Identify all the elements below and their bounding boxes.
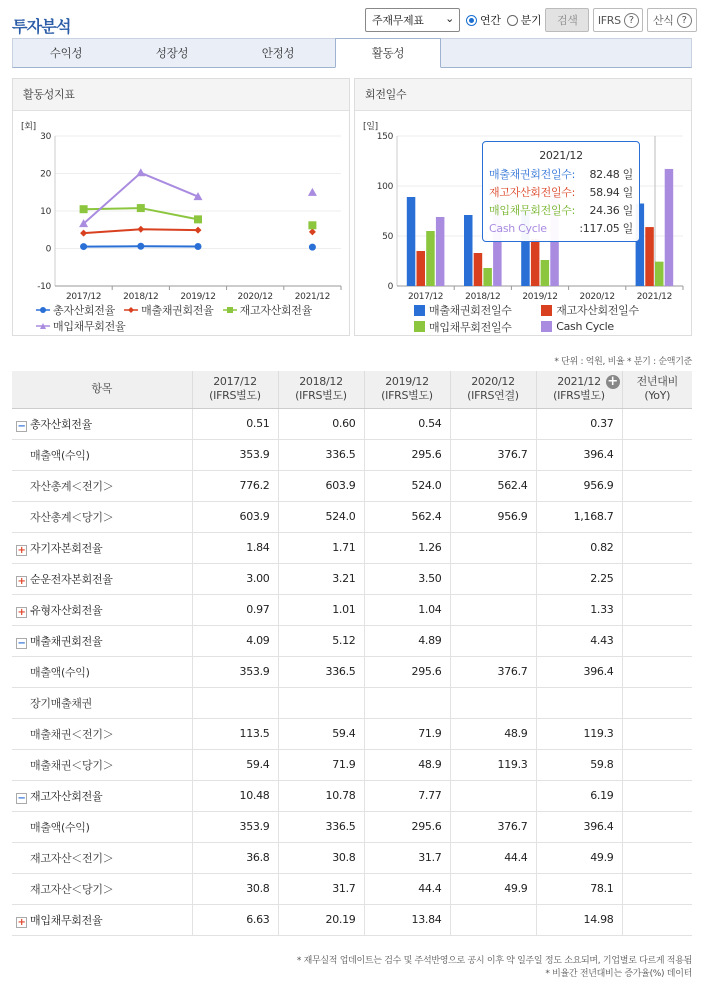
value-cell: 376.7 bbox=[450, 811, 536, 842]
value-cell: 44.4 bbox=[364, 873, 450, 904]
value-cell: 5.12 bbox=[278, 625, 364, 656]
row-label: 총자산회전율 bbox=[30, 417, 92, 431]
tooltip-value: :117.05 일 bbox=[579, 222, 633, 235]
value-cell bbox=[450, 532, 536, 563]
statement-select-value: 주재무제표 bbox=[372, 14, 424, 27]
legend-item[interactable] bbox=[223, 302, 312, 318]
legend-square-icon bbox=[541, 305, 552, 316]
value-cell: 353.9 bbox=[192, 439, 278, 470]
x-tick-label: 2021/12 bbox=[294, 292, 331, 302]
table-row bbox=[12, 873, 692, 904]
table-row bbox=[12, 811, 692, 842]
value-cell: 336.5 bbox=[278, 656, 364, 687]
value-cell: 396.4 bbox=[536, 656, 622, 687]
expand-icon[interactable]: + bbox=[17, 544, 26, 556]
y-axis-unit: [일] bbox=[363, 122, 378, 132]
value-cell: 31.7 bbox=[364, 842, 450, 873]
legend-item[interactable] bbox=[541, 302, 639, 318]
value-cell: 295.6 bbox=[364, 811, 450, 842]
legend-label: 매입채무회전율 bbox=[53, 320, 126, 333]
top-controls bbox=[365, 8, 697, 32]
value-cell: 3.00 bbox=[192, 563, 278, 594]
circle-marker bbox=[195, 243, 202, 250]
bar bbox=[474, 253, 483, 286]
value-cell bbox=[450, 594, 536, 625]
value-cell: 1,168.7 bbox=[536, 501, 622, 532]
y-tick-label: 0 bbox=[387, 282, 393, 292]
value-cell bbox=[622, 594, 692, 625]
y-tick-label: 100 bbox=[376, 182, 393, 192]
header-line: 2019/12 bbox=[385, 375, 429, 389]
legend-label: Cash Cycle bbox=[556, 320, 614, 333]
x-tick-label: 2019/12 bbox=[522, 292, 558, 302]
tooltip-value: 24.36 일 bbox=[589, 204, 633, 217]
value-cell: 396.4 bbox=[536, 439, 622, 470]
value-cell bbox=[450, 563, 536, 594]
tooltip-row bbox=[489, 220, 633, 238]
row-label: 순운전자본회전율 bbox=[30, 572, 113, 586]
row-label: 매출액(수익) bbox=[30, 665, 90, 679]
legend-item[interactable] bbox=[36, 302, 115, 318]
x-tick-label: 2019/12 bbox=[180, 292, 216, 302]
value-cell: 7.77 bbox=[364, 780, 450, 811]
value-cell: 0.51 bbox=[192, 408, 278, 439]
value-cell: 776.2 bbox=[192, 470, 278, 501]
value-cell bbox=[622, 439, 692, 470]
footer-note: * 비율간 전년대비는 증가율(%) 데이터 bbox=[545, 969, 692, 979]
value-cell: 49.9 bbox=[536, 842, 622, 873]
radio-unchecked-icon bbox=[507, 15, 518, 26]
value-cell: 0.60 bbox=[278, 408, 364, 439]
statement-select[interactable] bbox=[365, 8, 460, 32]
value-cell: 353.9 bbox=[192, 656, 278, 687]
bar-legend bbox=[414, 302, 684, 335]
row-label-cell bbox=[12, 811, 192, 842]
value-cell: 1.33 bbox=[536, 594, 622, 625]
header-line: 항목 bbox=[91, 382, 113, 396]
row-label-cell bbox=[12, 687, 192, 718]
table-row bbox=[12, 749, 692, 780]
header-line: (IFRS별도) bbox=[295, 389, 347, 403]
value-cell: 956.9 bbox=[450, 501, 536, 532]
row-label: 매출액(수익) bbox=[30, 448, 90, 462]
row-label-cell bbox=[12, 408, 192, 439]
x-tick-label: 2020/12 bbox=[237, 292, 273, 302]
row-label: 자산총계＜당기＞ bbox=[30, 510, 114, 524]
legend-label: 매출채권회전일수 bbox=[429, 304, 512, 317]
value-cell: 0.54 bbox=[364, 408, 450, 439]
column-header bbox=[536, 371, 622, 408]
value-cell: 113.5 bbox=[192, 718, 278, 749]
value-cell: 562.4 bbox=[450, 470, 536, 501]
unit-note: * 단위 : 억원, 비율 * 분기 : 순액기준 bbox=[554, 357, 692, 367]
diamond-marker bbox=[80, 230, 87, 237]
footer-note: * 재무실적 업데이트는 검수 및 주석반영으로 공시 이후 약 일주일 정도 소요되며, 기업별로 다르게 적용됨 bbox=[296, 956, 692, 966]
table-row bbox=[12, 501, 692, 532]
value-cell: 336.5 bbox=[278, 439, 364, 470]
radio-annual-label: 연간 bbox=[480, 14, 501, 27]
value-cell: 71.9 bbox=[278, 749, 364, 780]
diamond-marker bbox=[195, 227, 202, 234]
value-cell bbox=[450, 408, 536, 439]
line-legend bbox=[36, 302, 346, 334]
value-cell: 10.48 bbox=[192, 780, 278, 811]
value-cell: 0.37 bbox=[536, 408, 622, 439]
row-label: 재고자산＜전기＞ bbox=[30, 851, 114, 865]
header-line: (IFRS별도) bbox=[381, 389, 433, 403]
value-cell: 353.9 bbox=[192, 811, 278, 842]
column-header bbox=[192, 371, 278, 408]
value-cell bbox=[622, 873, 692, 904]
row-label-cell bbox=[12, 470, 192, 501]
header-line: (YoY) bbox=[644, 389, 671, 403]
x-tick-label: 2017/12 bbox=[407, 292, 444, 302]
square-marker bbox=[137, 204, 145, 212]
panel-title: 활동성지표 bbox=[13, 79, 349, 111]
table-row bbox=[12, 625, 692, 656]
value-cell: 396.4 bbox=[536, 811, 622, 842]
circle-marker bbox=[80, 243, 87, 250]
ifrs-label: IFRS bbox=[597, 13, 621, 27]
activity-table bbox=[12, 371, 692, 936]
diamond-marker bbox=[309, 228, 316, 235]
header-line: 2018/12 bbox=[299, 375, 343, 389]
row-label-cell bbox=[12, 873, 192, 904]
value-cell: 31.7 bbox=[278, 873, 364, 904]
legend-item[interactable] bbox=[414, 302, 532, 318]
header-line: (IFRS별도) bbox=[209, 389, 261, 403]
value-cell bbox=[450, 780, 536, 811]
legend-square-icon bbox=[223, 306, 237, 314]
value-cell: 1.04 bbox=[364, 594, 450, 625]
value-cell: 376.7 bbox=[450, 656, 536, 687]
value-cell: 1.71 bbox=[278, 532, 364, 563]
value-cell: 1.26 bbox=[364, 532, 450, 563]
value-cell: 119.3 bbox=[450, 749, 536, 780]
value-cell: 30.8 bbox=[192, 873, 278, 904]
collapse-icon[interactable]: − bbox=[17, 792, 26, 804]
y-tick-label: -10 bbox=[37, 282, 51, 292]
y-tick-label: 150 bbox=[376, 132, 393, 142]
value-cell bbox=[622, 656, 692, 687]
tab-activity[interactable]: 활동성 bbox=[335, 38, 441, 68]
y-tick-label: 30 bbox=[40, 132, 51, 142]
value-cell: 376.7 bbox=[450, 439, 536, 470]
table-row bbox=[12, 408, 692, 439]
value-cell bbox=[622, 501, 692, 532]
table-row bbox=[12, 718, 692, 749]
value-cell bbox=[622, 749, 692, 780]
value-cell: 524.0 bbox=[364, 470, 450, 501]
help-icon: ? bbox=[624, 13, 639, 28]
bar bbox=[483, 268, 492, 286]
tooltip-label: 매입채무회전일수: bbox=[489, 204, 576, 217]
ifrs-help-button[interactable] bbox=[593, 8, 643, 32]
legend-square-icon bbox=[414, 305, 425, 316]
value-cell bbox=[450, 687, 536, 718]
x-tick-label: 2018/12 bbox=[123, 292, 159, 302]
value-cell: 59.8 bbox=[536, 749, 622, 780]
value-cell: 78.1 bbox=[536, 873, 622, 904]
value-cell: 71.9 bbox=[364, 718, 450, 749]
circle-marker bbox=[309, 244, 316, 251]
activity-line-chart bbox=[13, 112, 349, 307]
header-line: 전년대비 bbox=[636, 375, 678, 389]
row-label: 자기자본회전율 bbox=[30, 541, 103, 555]
value-cell: 603.9 bbox=[278, 470, 364, 501]
bar bbox=[665, 169, 674, 286]
legend-item[interactable] bbox=[414, 319, 532, 335]
expand-columns-icon[interactable]: + bbox=[607, 374, 618, 389]
value-cell: 3.50 bbox=[364, 563, 450, 594]
value-cell bbox=[622, 687, 692, 718]
tooltip-label: 재고자산회전일수: bbox=[489, 186, 576, 199]
row-label: 매출채권＜당기＞ bbox=[30, 758, 114, 772]
column-header bbox=[278, 371, 364, 408]
table-row bbox=[12, 532, 692, 563]
legend-item[interactable] bbox=[36, 318, 125, 334]
table-row bbox=[12, 470, 692, 501]
value-cell: 562.4 bbox=[364, 501, 450, 532]
value-cell: 48.9 bbox=[364, 749, 450, 780]
row-label-cell bbox=[12, 718, 192, 749]
header-line: (IFRS연결) bbox=[467, 389, 519, 403]
value-cell: 3.21 bbox=[278, 563, 364, 594]
bar bbox=[407, 197, 416, 286]
table-row bbox=[12, 780, 692, 811]
row-label: 장기매출채권 bbox=[30, 696, 92, 710]
value-cell bbox=[622, 563, 692, 594]
value-cell: 956.9 bbox=[536, 470, 622, 501]
tooltip-label: 매출채권회전일수: bbox=[489, 168, 576, 181]
y-tick-label: 0 bbox=[45, 244, 51, 255]
legend-label: 재고자산회전일수 bbox=[556, 304, 639, 317]
value-cell: 336.5 bbox=[278, 811, 364, 842]
value-cell bbox=[192, 687, 278, 718]
header-line: 2017/12 bbox=[213, 375, 257, 389]
page-title: 투자분석 bbox=[12, 17, 71, 36]
table-row bbox=[12, 687, 692, 718]
column-header bbox=[364, 371, 450, 408]
expand-icon[interactable]: + bbox=[17, 575, 26, 587]
row-label-cell bbox=[12, 594, 192, 625]
legend-square-icon bbox=[414, 321, 425, 332]
triangle-marker bbox=[308, 188, 317, 196]
bar bbox=[464, 215, 473, 286]
value-cell: 295.6 bbox=[364, 439, 450, 470]
value-cell bbox=[622, 718, 692, 749]
legend-label: 매출채권회전율 bbox=[141, 304, 214, 317]
value-cell bbox=[278, 687, 364, 718]
collapse-icon[interactable]: − bbox=[17, 420, 26, 432]
row-label: 매출액(수익) bbox=[30, 820, 90, 834]
search-button[interactable]: 검색 bbox=[545, 8, 589, 32]
value-cell bbox=[622, 780, 692, 811]
radio-quarter[interactable] bbox=[507, 12, 542, 28]
row-label: 매입채무회전율 bbox=[30, 913, 103, 927]
square-marker bbox=[80, 205, 88, 213]
row-label: 재고자산회전율 bbox=[30, 789, 103, 803]
chart-tooltip bbox=[482, 141, 640, 242]
value-cell: 2.25 bbox=[536, 563, 622, 594]
row-label-cell bbox=[12, 532, 192, 563]
value-cell: 1.01 bbox=[278, 594, 364, 625]
value-cell bbox=[536, 687, 622, 718]
circle-marker bbox=[137, 243, 144, 250]
row-label-cell bbox=[12, 749, 192, 780]
row-label-cell bbox=[12, 625, 192, 656]
x-tick-label: 2021/12 bbox=[636, 292, 673, 302]
bar bbox=[436, 217, 445, 286]
value-cell bbox=[622, 842, 692, 873]
value-cell: 119.3 bbox=[536, 718, 622, 749]
formula-label: 산식 bbox=[652, 14, 674, 27]
legend-diamond-icon bbox=[124, 306, 138, 314]
value-cell: 48.9 bbox=[450, 718, 536, 749]
row-label-cell bbox=[12, 501, 192, 532]
value-cell: 44.4 bbox=[450, 842, 536, 873]
value-cell bbox=[450, 904, 536, 935]
header-line: 2021/12 bbox=[557, 375, 601, 389]
value-cell: 13.84 bbox=[364, 904, 450, 935]
value-cell bbox=[622, 811, 692, 842]
value-cell bbox=[622, 625, 692, 656]
value-cell: 6.19 bbox=[536, 780, 622, 811]
expand-icon[interactable]: + bbox=[17, 606, 26, 618]
tooltip-value: 58.94 일 bbox=[589, 186, 633, 199]
value-cell bbox=[450, 625, 536, 656]
row-label: 매출채권회전율 bbox=[30, 634, 103, 648]
tooltip-title: 2021/12 bbox=[539, 149, 583, 162]
bar bbox=[531, 239, 540, 286]
value-cell: 14.98 bbox=[536, 904, 622, 935]
tab-growth[interactable]: 성장성 bbox=[155, 46, 189, 60]
column-header bbox=[12, 371, 192, 408]
value-cell: 603.9 bbox=[192, 501, 278, 532]
panel-title: 회전일수 bbox=[355, 79, 691, 111]
y-tick-label: 10 bbox=[40, 207, 51, 217]
bar bbox=[426, 231, 435, 286]
bar bbox=[645, 227, 654, 286]
row-label: 유형자산회전율 bbox=[30, 603, 103, 617]
row-label-cell bbox=[12, 439, 192, 470]
y-tick-label: 20 bbox=[40, 169, 51, 180]
footer-notes bbox=[297, 955, 692, 981]
bar bbox=[417, 251, 426, 286]
tooltip-label: Cash Cycle bbox=[489, 222, 547, 235]
value-cell: 1.84 bbox=[192, 532, 278, 563]
x-tick-label: 2018/12 bbox=[465, 292, 501, 302]
value-cell bbox=[622, 532, 692, 563]
radio-quarter-label: 분기 bbox=[520, 14, 542, 27]
row-label-cell bbox=[12, 563, 192, 594]
value-cell: 59.4 bbox=[192, 749, 278, 780]
value-cell: 36.8 bbox=[192, 842, 278, 873]
value-cell: 49.9 bbox=[450, 873, 536, 904]
legend-circle-icon bbox=[36, 306, 50, 314]
radio-annual[interactable] bbox=[466, 12, 501, 28]
tab-bar bbox=[12, 38, 692, 68]
row-label-cell bbox=[12, 904, 192, 935]
row-label: 재고자산＜당기＞ bbox=[30, 882, 114, 896]
collapse-icon[interactable]: − bbox=[17, 637, 26, 649]
value-cell: 524.0 bbox=[278, 501, 364, 532]
legend-triangle-icon bbox=[36, 322, 50, 330]
value-cell: 4.09 bbox=[192, 625, 278, 656]
diamond-marker bbox=[137, 226, 144, 233]
x-tick-label: 2020/12 bbox=[579, 292, 615, 302]
chevron-down-icon: ⌄ bbox=[445, 12, 454, 25]
value-cell bbox=[622, 408, 692, 439]
header-line: 2020/12 bbox=[471, 375, 515, 389]
radio-checked-icon bbox=[466, 15, 477, 26]
tooltip-row bbox=[489, 166, 633, 184]
row-label-cell bbox=[12, 780, 192, 811]
table-row bbox=[12, 563, 692, 594]
expand-icon[interactable]: + bbox=[17, 916, 26, 928]
value-cell: 20.19 bbox=[278, 904, 364, 935]
value-cell: 30.8 bbox=[278, 842, 364, 873]
tooltip-value: 82.48 일 bbox=[589, 168, 633, 181]
tooltip-row bbox=[489, 202, 633, 220]
table-row bbox=[12, 439, 692, 470]
value-cell: 6.63 bbox=[192, 904, 278, 935]
column-header bbox=[622, 371, 692, 408]
row-label: 자산총계＜전기＞ bbox=[30, 479, 114, 493]
y-tick-label: 50 bbox=[382, 232, 393, 242]
table-row bbox=[12, 594, 692, 625]
help-icon: ? bbox=[677, 13, 692, 28]
y-axis-unit: [회] bbox=[21, 122, 36, 132]
legend-label: 재고자산회전율 bbox=[239, 304, 312, 317]
value-cell: 295.6 bbox=[364, 656, 450, 687]
formula-help-button[interactable] bbox=[647, 8, 697, 32]
row-label-cell bbox=[12, 656, 192, 687]
triangle-marker bbox=[136, 168, 145, 176]
value-cell: 4.43 bbox=[536, 625, 622, 656]
tooltip-row bbox=[489, 184, 633, 202]
column-header bbox=[450, 371, 536, 408]
table-row bbox=[12, 842, 692, 873]
value-cell: 0.97 bbox=[192, 594, 278, 625]
legend-label: 매입채무회전일수 bbox=[429, 320, 512, 334]
square-marker bbox=[194, 215, 202, 223]
legend-label: 총자산회전율 bbox=[53, 304, 115, 317]
tab-profitability[interactable]: 수익성 bbox=[49, 46, 83, 60]
tab-stability[interactable]: 안정성 bbox=[261, 46, 295, 60]
value-cell: 0.82 bbox=[536, 532, 622, 563]
value-cell: 59.4 bbox=[278, 718, 364, 749]
table-row bbox=[12, 656, 692, 687]
table-row bbox=[12, 904, 692, 935]
value-cell: 4.89 bbox=[364, 625, 450, 656]
value-cell bbox=[622, 470, 692, 501]
bar bbox=[655, 262, 664, 286]
legend-square-icon bbox=[541, 321, 552, 332]
value-cell bbox=[364, 687, 450, 718]
x-tick-label: 2017/12 bbox=[65, 292, 102, 302]
value-cell bbox=[622, 904, 692, 935]
row-label-cell bbox=[12, 842, 192, 873]
legend-item[interactable] bbox=[124, 302, 213, 318]
row-label: 매출채권＜전기＞ bbox=[30, 727, 114, 741]
value-cell: 10.78 bbox=[278, 780, 364, 811]
legend-item[interactable] bbox=[541, 320, 614, 333]
square-marker bbox=[308, 221, 316, 229]
header-line: (IFRS별도) bbox=[553, 389, 605, 403]
bar bbox=[541, 260, 550, 286]
